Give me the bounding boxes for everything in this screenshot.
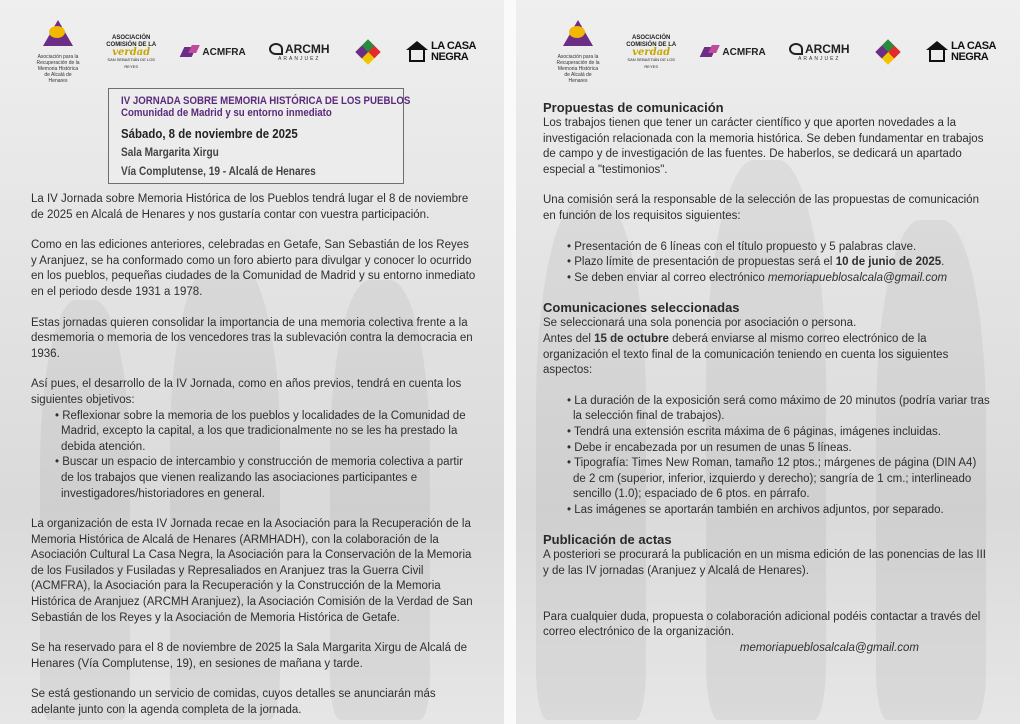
logo-bar: [556, 28, 996, 84]
meals-paragraph: Se está gestionando un servicio de comidas, cuyos detalles se anunciarán más adelante junto con la agenda completa de la jornada.: [31, 688, 436, 717]
right-body: [543, 100, 991, 656]
logo-bar: [36, 28, 476, 84]
organization-paragraph: La organización de esta IV Jornada recae en la Asociación para la Recuperación de la Memoria Histórica de Alcalá de Henares (ARMHADH), con la colaboración de la Asociación Cultural La Casa Negra, la Asociación para la Conservación de la Memoria de los Fusilados y Fusiladas y Represaliados en Aranjuez tras la Guerra Civil (ACMFRA), la Asociación para la Recuperación y la Construcción de la Memoria Histórica de Aranjuez (ARCMH Aranjuez), la Asociación Comisión de la Verdad de San Sebastián de los Reyes y la Asociación de Memoria Histórica de Getafe.: [31, 518, 473, 624]
event-venue: Sala Margarita Xirgu: [121, 147, 219, 159]
swirl-icon: [269, 43, 283, 55]
objective-item: • Buscar un espacio de intercambio y construcción de memoria colectiva a partir de los trabajos que vienen realizando las asociaciones participantes e investigadores/historiadores en general.: [55, 456, 463, 500]
left-body: [31, 192, 477, 719]
actas-paragraph: A posteriori se procurará la publicación en un misma edición de las ponencias de las III y de las IV jornadas (Aranjuez y Alcalá de Henares).: [543, 549, 986, 578]
arcmh-logo: ARCMH ARANJUEZ: [789, 42, 850, 62]
acmfra-logo: ACMFRA: [702, 45, 765, 59]
comision-verdad-logo: ASOCIACIÓN COMISIÓN DE LA verdad SAN SEBASTIÁN DE LOS REYES: [106, 34, 157, 69]
section-heading-seleccionadas: Comunicaciones seleccionadas: [543, 300, 740, 316]
aspect-item: • Debe ir encabezada por un resumen de unas 5 líneas.: [567, 441, 852, 454]
aspect-item: • Tendrá una extensión escrita máxima de 6 páginas, imágenes incluidas.: [567, 425, 941, 438]
comision-verdad-logo: ASOCIACIÓN COMISIÓN DE LA verdad SAN SEBASTIÁN DE LOS REYES: [626, 34, 677, 69]
deadline-date: 10 de junio de 2025: [835, 256, 942, 269]
purpose-paragraph: Estas jornadas quieren consolidar la importancia de una memoria colectiva frente a la desmemoria o memoria de los vencedores tras la sublevación contra la democracia en 1936.: [31, 316, 473, 360]
right-page: [516, 0, 1020, 724]
requirement-item: • Presentación de 6 líneas con el título propuesto y 5 palabras clave.: [567, 240, 917, 253]
selection-paragraph: Se seleccionará una sola ponencia por asociación o persona.: [543, 317, 857, 330]
contact-email-link[interactable]: memoriapueblosalcala@gmail.com: [739, 641, 919, 654]
history-paragraph: Como en las ediciones anteriores, celebradas en Getafe, San Sebastián de los Reyes y Aranjuez, se ha conformado como un foro abierto para divulgar y conocer lo ocurrido en los pueblos, pequeñas ciudades de la Comunidad de Madrid y su entorno inmediato en el periodo desde 1931 a 1978.: [31, 239, 476, 298]
venue-paragraph: Se ha reservado para el 8 de noviembre de 2025 la Sala Margarita Xirgu de Alcalá de Henares (Vía Complutense, 19), en sesiones de mañana y tarde.: [31, 642, 467, 670]
swirl-icon: [789, 43, 803, 55]
section-heading-propuestas: Propuestas de comunicación: [543, 100, 724, 115]
wing-icon: [702, 45, 720, 59]
casa-negra-logo: LA CASA NEGRA: [406, 41, 476, 63]
event-title-box: [108, 88, 411, 184]
submission-paragraph: Antes del 15 de octubre deberá enviarse al mismo correo electrónico de la organización el texto final de la comunicación teniendo en cuenta los siguientes aspectos:: [543, 332, 949, 377]
intro-paragraph: La IV Jornada sobre Memoria Histórica de los Pueblos tendrá lugar el 8 de noviembre de 2025 en Alcalá de Henares y nos gustaría contar con vuestra participación.: [31, 193, 469, 221]
event-address: Vía Complutense, 19 - Alcalá de Henares: [121, 166, 316, 178]
commission-paragraph: Una comisión será la responsable de la selección de las propuestas de comunicación en función de los requisitos siguientes:: [543, 194, 979, 222]
casa-negra-logo: LA CASA NEGRA: [926, 41, 996, 63]
house-icon: [406, 41, 428, 63]
email-link[interactable]: memoriapueblosalcala@gmail.com: [767, 271, 948, 284]
wing-icon: [182, 45, 200, 59]
section-heading-actas: Publicación de actas: [543, 532, 672, 548]
requirement-item: • Plazo límite de presentación de propuestas será el 10 de junio de 2025.: [567, 256, 945, 269]
acmfra-logo: ACMFRA: [182, 45, 245, 59]
event-title: IV JORNADA SOBRE MEMORIA HISTÓRICA DE LOS PUEBLOS: [121, 95, 411, 107]
event-date: Sábado, 8 de noviembre de 2025: [121, 126, 298, 141]
requirement-item: • Se deben enviar al correo electrónico memoriapueblosalcala@gmail.com: [567, 271, 948, 284]
armhadh-logo: Asociación para la Recuperación de la Memoria Histórica de Alcalá de Henares: [556, 20, 600, 84]
left-page: [0, 0, 504, 724]
aspect-item: • Tipografía: Times New Roman, tamaño 12 ptos.; márgenes de página (DIN A4) de 2 cm (superior, inferior, izquierdo y derecho); sangría de 1 cm.; interlineado sencillo (1.0); espaciado de 6 ptos. en párrafo.: [567, 457, 977, 501]
house-icon: [926, 41, 948, 63]
propuestas-paragraph: Los trabajos tienen que tener un carácter científico y que aporten novedades a la investigación relacionada con la memoria histórica. Se deben fundamentar en trabajos de campo y de investigación de las fuentes. De haberlos, se dedicará un apartado especial a "testimonios".: [543, 117, 984, 176]
getafe-memoria-logo: [353, 37, 383, 67]
armhadh-logo: Asociación para la Recuperación de la Memoria Histórica de Alcalá de Henares: [36, 20, 80, 84]
event-subtitle: Comunidad de Madrid y su entorno inmediato: [121, 107, 332, 119]
page-fold: [504, 0, 516, 724]
objectives-intro: Así pues, el desarrollo de la IV Jornada, como en años previos, tendrá en cuenta los siguientes objetivos:: [31, 378, 462, 406]
contact-paragraph: Para cualquier duda, propuesta o colaboración adicional podéis contactar a través del correo electrónico de la organización.: [543, 610, 981, 639]
arcmh-logo: ARCMH ARANJUEZ: [269, 42, 330, 62]
submission-date: 15 de octubre: [594, 332, 669, 345]
aspect-item: • Las imágenes se aportarán también en archivos adjuntos, por separado.: [567, 503, 944, 516]
aspect-item: • La duración de la exposición será como máximo de 20 minutos (podría variar tras la selección final de trabajos).: [567, 394, 990, 423]
getafe-memoria-logo: [873, 37, 903, 67]
objective-item: • Reflexionar sobre la memoria de los pueblos y localidades de la Comunidad de Madrid, excepto la capital, a los que tradicionalmente no se les ha prestado la debida atención.: [55, 409, 466, 453]
